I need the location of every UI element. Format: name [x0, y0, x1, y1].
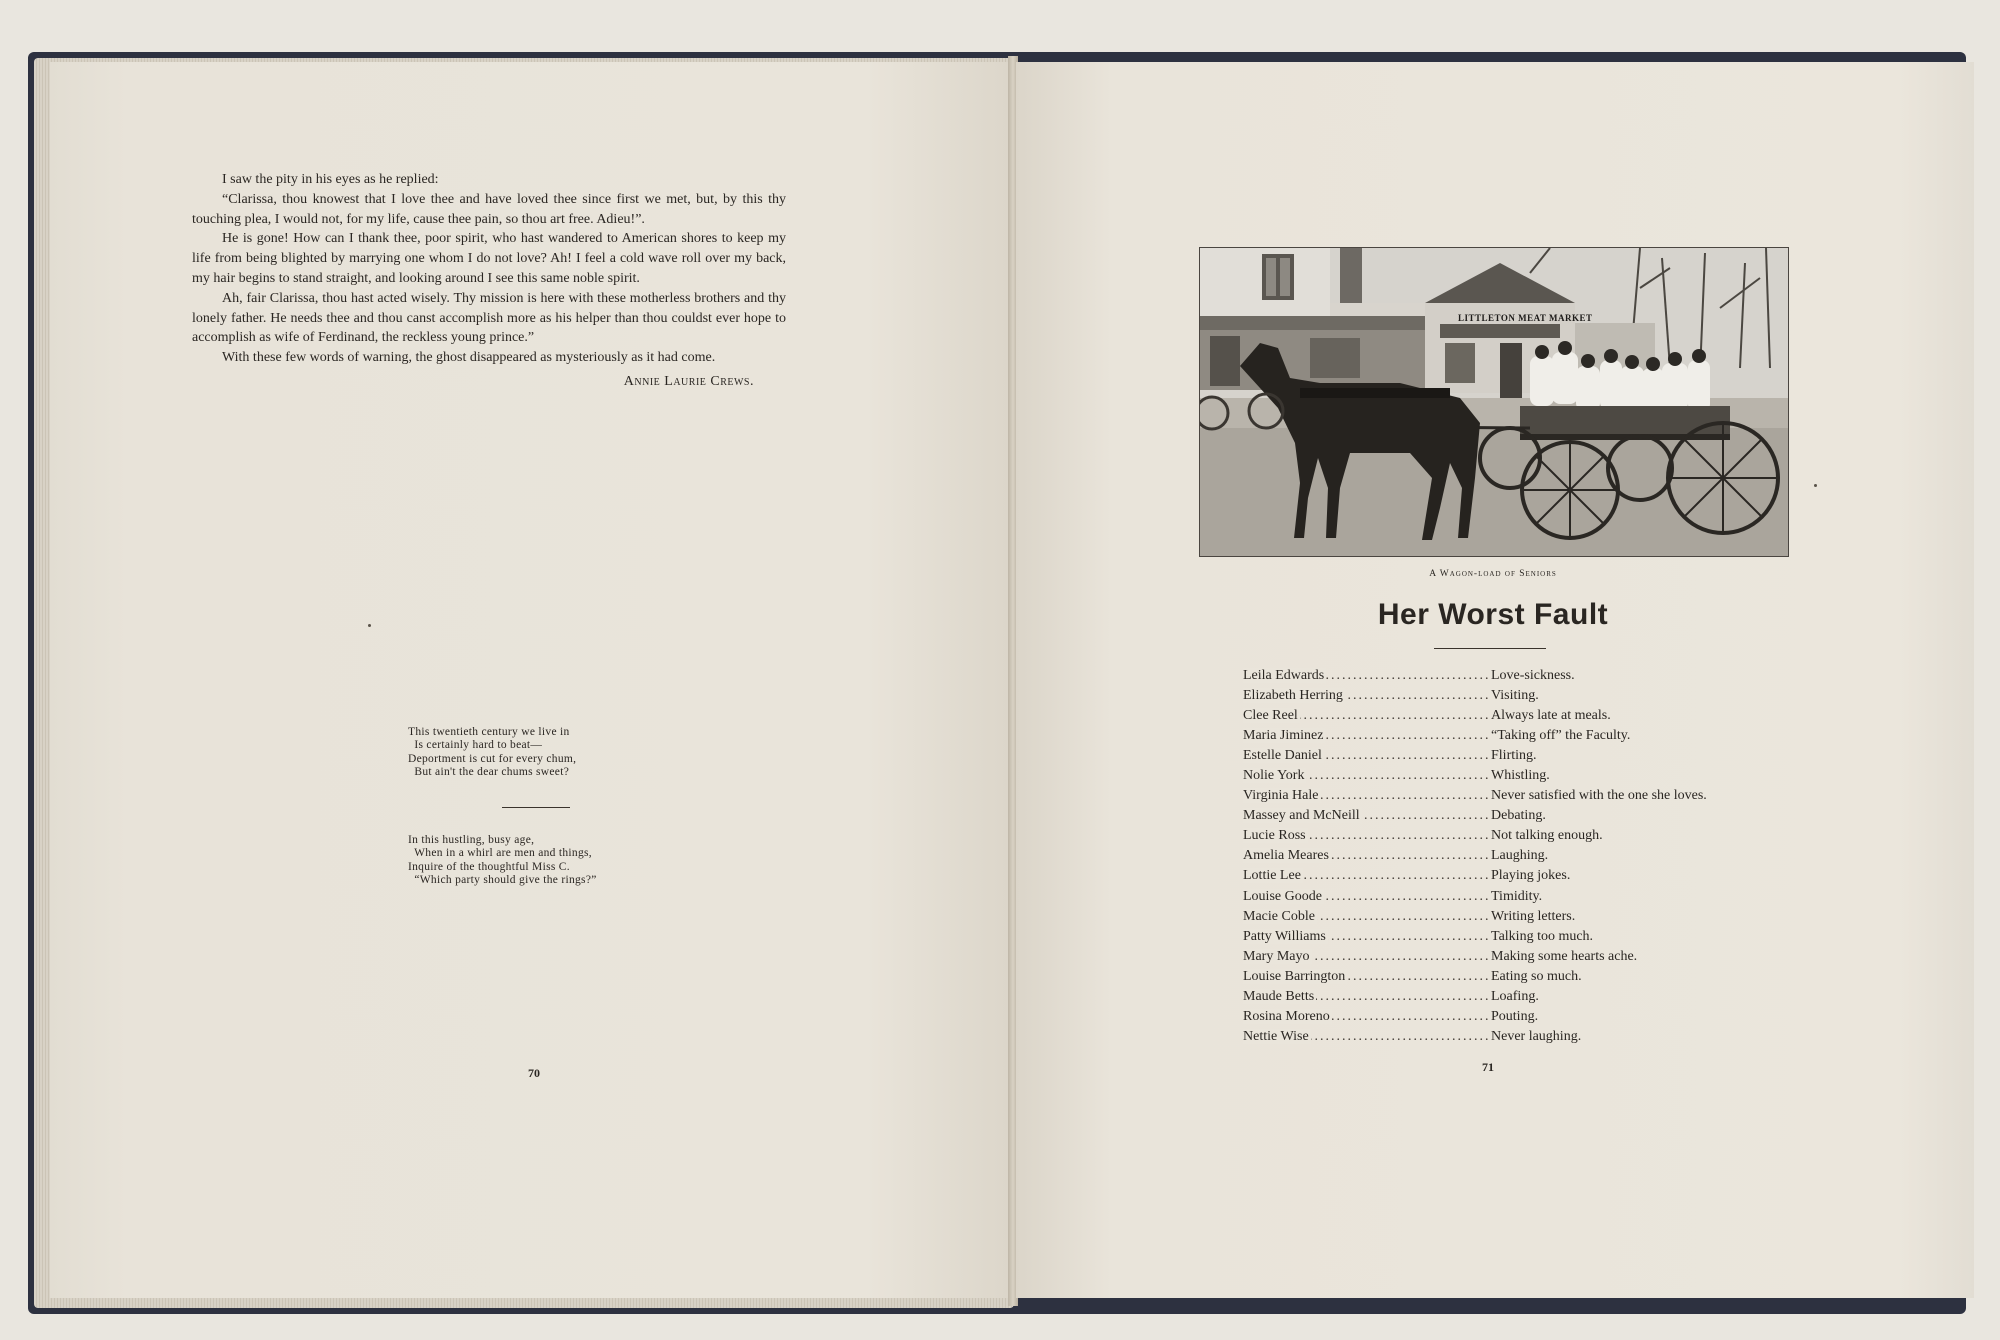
verse-line: Inquire of the thoughtful Miss C.: [408, 860, 570, 873]
student-fault: Talking too much.: [1491, 928, 1594, 944]
student-fault: Not talking enough.: [1491, 828, 1603, 844]
student-name: Lottie Lee: [1243, 868, 1301, 884]
student-name: Mary Mayo: [1243, 948, 1310, 964]
student-fault: Playing jokes.: [1491, 868, 1571, 884]
paragraph: “Clarissa, thou knowest that I love thee and have loved thee since first we met, but, by this thy touching plea, I would not, for my life, cause thee pain, so thou art free. Adieu!”.: [192, 191, 786, 227]
paragraph: Ah, fair Clarissa, thou hast acted wisely. Thy mission is here with these motherless brothers and thy lonely father. He needs thee and thou canst accomplish more as his helper than thou couldst ever hope to accomplish as wife of Ferdinand, the reckless young prince.”: [192, 290, 786, 346]
student-name: Rosina Moreno: [1243, 1008, 1330, 1024]
student-name: Nolie York: [1243, 768, 1305, 784]
fault-row: [1243, 686, 1707, 706]
page-number-right: 71: [1482, 1060, 1494, 1074]
page-title: Her Worst Fault: [1377, 598, 1609, 631]
student-fault: Writing letters.: [1491, 908, 1576, 924]
author-signature: Annie Laurie Crews.: [623, 373, 754, 389]
fault-row: [1243, 826, 1707, 846]
fault-row: [1243, 866, 1707, 886]
student-name: Amelia Meares: [1243, 848, 1329, 864]
fault-row: [1243, 947, 1707, 967]
paragraph: I saw the pity in his eyes as he replied:: [222, 172, 439, 187]
fault-row: [1243, 786, 1707, 806]
student-fault: Love-sickness.: [1491, 668, 1575, 683]
student-fault: Pouting.: [1491, 1008, 1539, 1024]
student-name: Elizabeth Herring: [1243, 688, 1343, 704]
verse-line: When in a whirl are men and things,: [408, 847, 592, 860]
title-divider: [1434, 648, 1546, 649]
verse-line: Deportment is cut for every chum,: [408, 752, 577, 765]
fault-row: [1243, 927, 1707, 947]
student-name: Nettie Wise: [1243, 1028, 1309, 1044]
verse-one: [408, 726, 576, 780]
verse-line: Is certainly hard to beat—: [408, 739, 543, 752]
verse-line: In this hustling, busy age,: [408, 834, 535, 846]
student-fault: Laughing.: [1491, 848, 1549, 864]
verse-divider: [502, 807, 570, 808]
fault-row: [1243, 1027, 1707, 1047]
student-fault: “Taking off” the Faculty.: [1491, 728, 1631, 744]
student-fault: Always late at meals.: [1491, 708, 1611, 724]
page-number-left: 70: [528, 1066, 540, 1080]
fault-row: [1243, 967, 1707, 987]
student-fault: Whistling.: [1491, 768, 1550, 784]
student-name: Louise Goode: [1243, 888, 1322, 904]
student-fault: Eating so much.: [1491, 968, 1582, 984]
verse-line: But ain't the dear chums sweet?: [408, 766, 570, 779]
fault-row: [1243, 806, 1707, 826]
market-sign: LITTLETON MEAT MARKET: [1458, 313, 1593, 323]
fault-row: [1243, 706, 1707, 726]
student-name: Patty Williams: [1243, 928, 1326, 944]
paper-speck: [1814, 484, 1817, 487]
student-fault: Debating.: [1491, 808, 1546, 824]
paragraph: He is gone! How can I thank thee, poor spirit, who hast wandered to American shores to keep my life from being blighted by marrying one whom I do not love? Ah! I feel a cold wave roll over my back, my hair begins to stand straight, and looking around I see this same noble spirit.: [192, 231, 786, 286]
fault-row: [1243, 846, 1707, 866]
student-fault: Never laughing.: [1491, 1028, 1582, 1044]
student-fault: Making some hearts ache.: [1491, 948, 1638, 964]
fault-row: [1243, 766, 1707, 786]
faults-list: [1243, 666, 1707, 1047]
student-name: Maude Betts: [1243, 988, 1315, 1004]
photo-caption: A Wagon-load of Seniors: [1429, 569, 1557, 579]
student-fault: Visiting.: [1491, 688, 1539, 704]
fault-row: [1243, 666, 1707, 686]
paper-speck: [368, 624, 371, 627]
student-name: Macie Coble: [1243, 908, 1315, 924]
student-fault: Flirting.: [1491, 748, 1537, 764]
fault-row: [1243, 1007, 1707, 1027]
student-name: Lucie Ross: [1243, 828, 1306, 844]
fault-row: [1243, 887, 1707, 907]
wagon-photo: [1199, 247, 1789, 557]
paragraph: With these few words of warning, the ghost disappeared as mysteriously as it had come.: [222, 350, 716, 366]
student-name: Virginia Hale: [1243, 788, 1319, 804]
fault-row: [1243, 987, 1707, 1007]
fault-row: [1243, 746, 1707, 766]
verse-two: [408, 834, 597, 888]
student-name: Massey and McNeill: [1243, 808, 1360, 824]
student-fault: Never satisfied with the one she loves.: [1491, 788, 1707, 804]
wagon-photo-illustration: [1200, 248, 1788, 556]
fault-row: [1243, 726, 1707, 746]
student-fault: Timidity.: [1491, 888, 1543, 904]
student-name: Maria Jiminez: [1243, 728, 1324, 744]
fault-row: [1243, 907, 1707, 927]
verse-line: “Which party should give the rings?”: [408, 874, 597, 887]
student-name: Leila Edwards: [1243, 668, 1325, 683]
student-fault: Loafing.: [1491, 988, 1539, 1004]
student-name: Estelle Daniel: [1243, 748, 1322, 764]
verse-line: This twentieth century we live in: [408, 726, 570, 738]
story-text: [192, 170, 786, 392]
student-name: Clee Reel: [1243, 708, 1298, 724]
student-name: Louise Barrington: [1243, 968, 1346, 984]
